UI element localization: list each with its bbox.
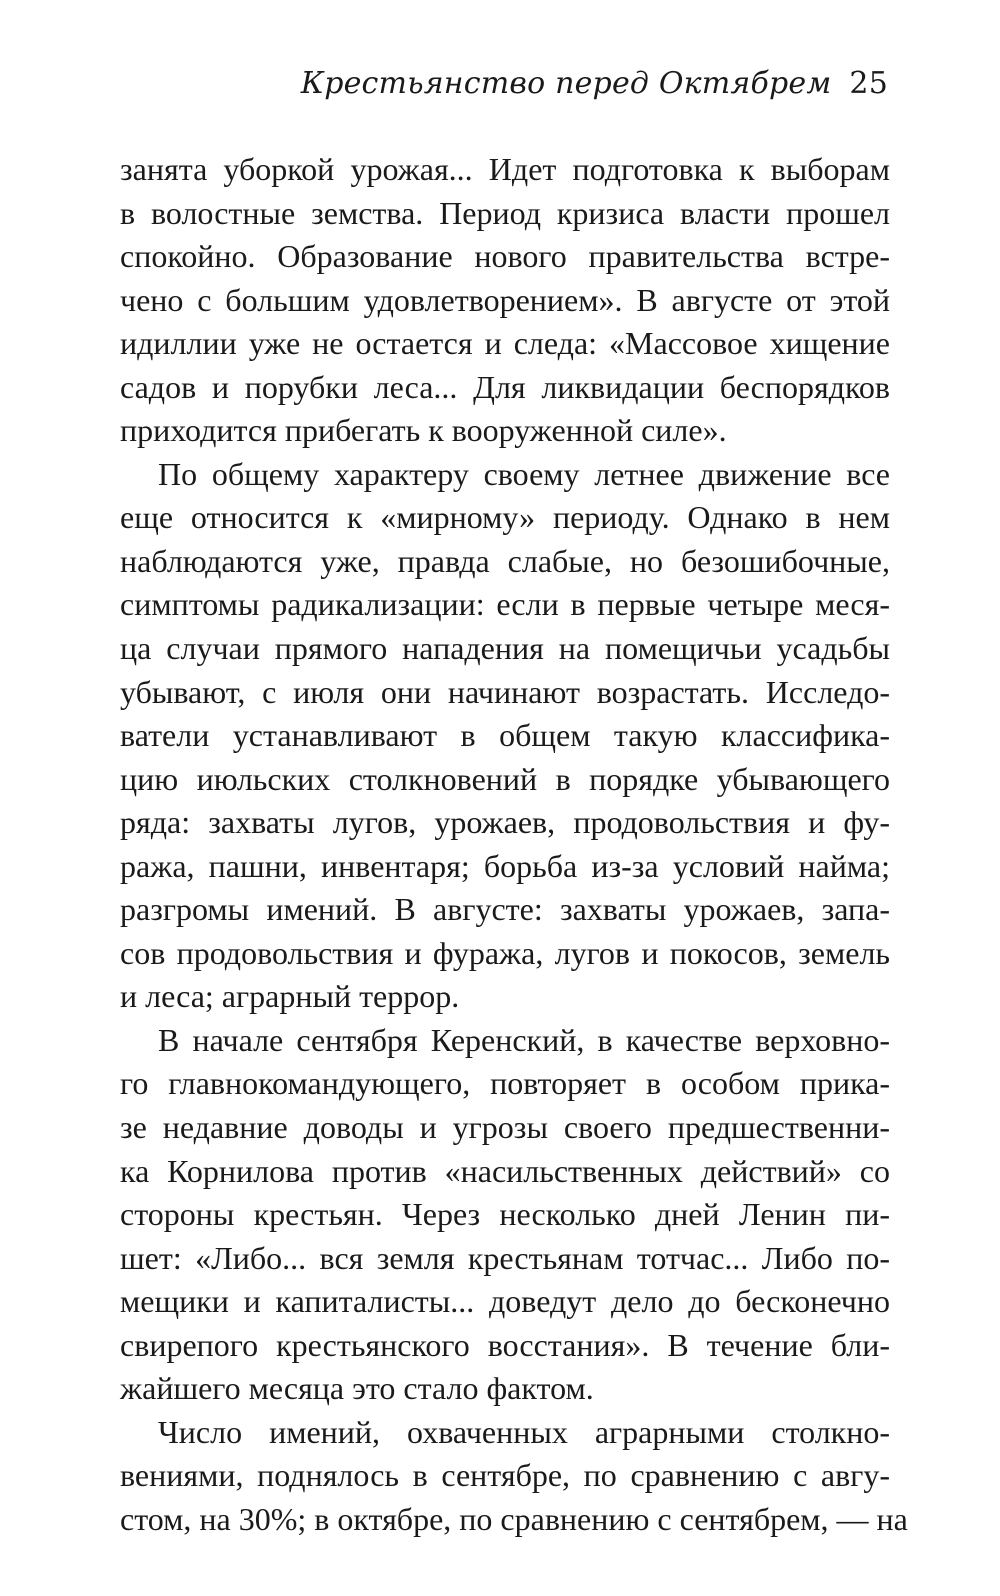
text-line: мещики и капиталисты... доведут дело до бесконечно <box>120 1283 890 1320</box>
text-line: го главнокомандующего, повторяет в особом прика- <box>120 1065 890 1102</box>
running-head <box>301 66 888 101</box>
text-line: свирепого крестьянского восстания». В течение бли- <box>120 1326 890 1363</box>
text-line: убывают, с июля они начинают возрастать. Исследо- <box>120 673 890 710</box>
text-line: зе недавние доводы и угрозы своего предшественни- <box>120 1109 890 1146</box>
text-line: сов продовольствия и фуража, лугов и покосов, земель <box>120 934 890 971</box>
text-line: чено с большим удовлетворением». В августе от этой <box>120 281 890 318</box>
text-line: садов и порубки леса... Для ликвидации беспорядков <box>120 368 890 405</box>
text-line: наблюдаются уже, правда слабые, но безошибочные, <box>120 542 890 579</box>
paragraph <box>120 1019 890 1411</box>
text-line: вениями, поднялось в сентябре, по сравнению с авгу- <box>120 1457 890 1494</box>
text-line: Число имений, охваченных аграрными столкно- <box>158 1413 890 1450</box>
text-line: симптомы радикализации: если в первые четыре меся- <box>120 586 890 623</box>
paragraph <box>120 148 890 453</box>
text-line: ватели устанавливают в общем такую классифика- <box>120 717 890 754</box>
text-line: приходится прибегать к вооруженной силе». <box>120 412 727 449</box>
text-line: По общему характеру своему летнее движение все <box>158 455 890 492</box>
text-line: в волостные земства. Период кризиса власти прошел <box>120 194 890 231</box>
body-text <box>120 148 908 1542</box>
page-number: 25 <box>849 66 888 101</box>
text-line: ка Корнилова против «насильственных действий» со <box>120 1152 890 1189</box>
text-line: стороны крестьян. Через несколько дней Ленин пи- <box>120 1196 890 1233</box>
text-line: ряда: захваты лугов, урожаев, продовольствия и фу- <box>120 804 890 841</box>
text-line: В начале сентября Керенский, в качестве верховно- <box>158 1021 890 1058</box>
text-line: спокойно. Образование нового правительства встре- <box>120 238 890 275</box>
text-line: занята уборкой урожая... Идет подготовка к выборам <box>120 151 890 187</box>
text-line: жайшего месяца это стало фактом. <box>120 1370 594 1407</box>
text-line: цию июльских столкновений в порядке убывающего <box>120 760 890 797</box>
text-line: стом, на 30%; в октябре, по сравнению с сентябрем, — на <box>120 1500 908 1537</box>
paragraph <box>120 1411 908 1542</box>
running-title: Крестьянство перед Октябрем <box>300 66 832 101</box>
text-line: идиллии уже не остается и следа: «Массовое хищение <box>120 325 890 362</box>
text-line: разгромы имений. В августе: захваты урожаев, запа- <box>120 891 890 928</box>
text-line: ца случаи прямого нападения на помещичьи усадьбы <box>120 630 890 667</box>
text-line: и леса; аграрный террор. <box>120 978 460 1015</box>
paragraph <box>120 453 890 1019</box>
text-line: ража, пашни, инвентаря; борьба из-за условий найма; <box>120 847 890 884</box>
text-line: шет: «Либо... вся земля крестьянам тотчас... Либо по- <box>120 1239 890 1276</box>
text-line: еще относится к «мирному» периоду. Однако в нем <box>120 499 890 536</box>
